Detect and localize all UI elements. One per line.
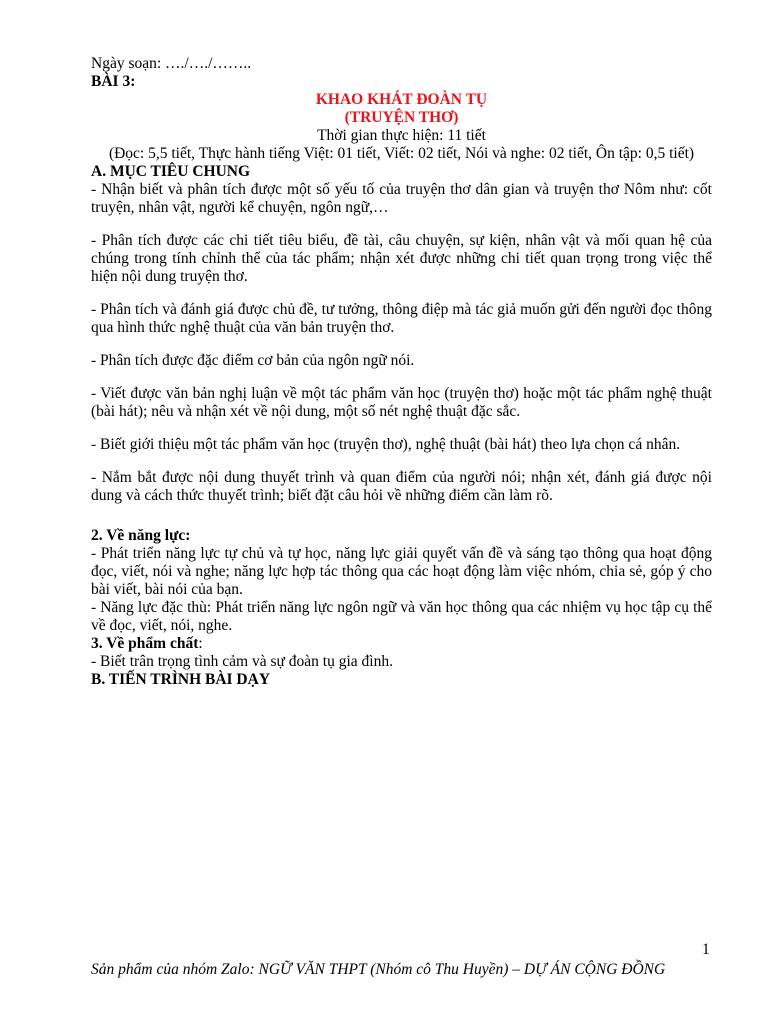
- quality-item: - Biết trân trọng tình cảm và sự đoàn tụ gia đình.: [91, 653, 393, 670]
- objective-item: - Nắm bắt được nội dung thuyết trình và quan điểm của người nói; nhận xét, đánh giá được nội dung và cách thức thuyết trình; biết đặt câu hỏi về những điểm cần làm rõ.: [91, 469, 712, 504]
- page-number: 1: [702, 941, 710, 958]
- quality-heading: 3. Về phẩm chất: [91, 635, 199, 652]
- objective-item: - Nhận biết và phân tích được một số yếu tố của truyện thơ dân gian và truyện thơ Nôm như: cốt truyện, nhân vật, người kể chuyện, ngôn ngữ,…: [91, 181, 712, 216]
- lesson-duration: Thời gian thực hiện: 11 tiết: [317, 127, 486, 144]
- quality-heading-colon: :: [198, 635, 203, 652]
- competence-heading: 2. Về năng lực:: [91, 527, 191, 544]
- section-b-heading: B. TIẾN TRÌNH BÀI DẠY: [91, 671, 271, 688]
- objective-item: - Viết được văn bản nghị luận về một tác phẩm văn học (truyện thơ) hoặc một tác phẩm nghệ thuật (bài hát); nêu và nhận xét về nội dung, một số nét nghệ thuật đặc sắc.: [91, 385, 712, 420]
- competence-item: - Năng lực đặc thù: Phát triển năng lực ngôn ngữ và văn học thông qua các nhiệm vụ học tập cụ thể về đọc, viết, nói, nghe.: [91, 599, 712, 634]
- competence-item: - Phát triển năng lực tự chủ và tự học, năng lực giải quyết vấn đề và sáng tạo thông qua hoạt động đọc, viết, nói và nghe; năng lực hợp tác thông qua các hoạt động làm việc nhóm, chia sẻ, góp ý cho bài viết, bài nói của bạn.: [91, 545, 712, 598]
- section-a-heading: A. MỤC TIÊU CHUNG: [91, 163, 251, 180]
- lesson-duration-breakdown: (Đọc: 5,5 tiết, Thực hành tiếng Việt: 01 tiết, Viết: 02 tiết, Nói và nghe: 02 tiết, Ôn tập: 0,5 tiết): [108, 145, 695, 162]
- document-page: [91, 55, 712, 689]
- quality-heading-line: [91, 635, 712, 653]
- lesson-title: KHAO KHÁT ĐOÀN TỤ: [315, 91, 488, 108]
- date-line: Ngày soạn: …./…./……..: [91, 55, 252, 72]
- objective-item: - Phân tích được đặc điểm cơ bản của ngôn ngữ nói.: [91, 352, 415, 369]
- objective-item: - Biết giới thiệu một tác phẩm văn học (truyện thơ), nghệ thuật (bài hát) theo lựa chọn cá nhân.: [91, 436, 681, 453]
- page-footer: Sản phẩm của nhóm Zalo: NGỮ VĂN THPT (Nhóm cô Thu Huyền) – DỰ ÁN CỘNG ĐỒNG: [91, 961, 666, 978]
- objective-item: - Phân tích và đánh giá được chủ đề, tư tưởng, thông điệp mà tác giả muốn gửi đến người đọc thông qua hình thức nghệ thuật của văn bản truyện thơ.: [91, 301, 712, 336]
- lesson-genre: (TRUYỆN THƠ): [344, 109, 459, 126]
- lesson-number: BÀI 3:: [91, 73, 136, 90]
- objective-item: - Phân tích được các chi tiết tiêu biểu, đề tài, câu chuyện, sự kiện, nhân vật và mối quan hệ của chúng trong tính chỉnh thể của tác phẩm; nhận xét được những chi tiết quan trọng trong việc thể hiện nội dung truyện thơ.: [91, 232, 712, 285]
